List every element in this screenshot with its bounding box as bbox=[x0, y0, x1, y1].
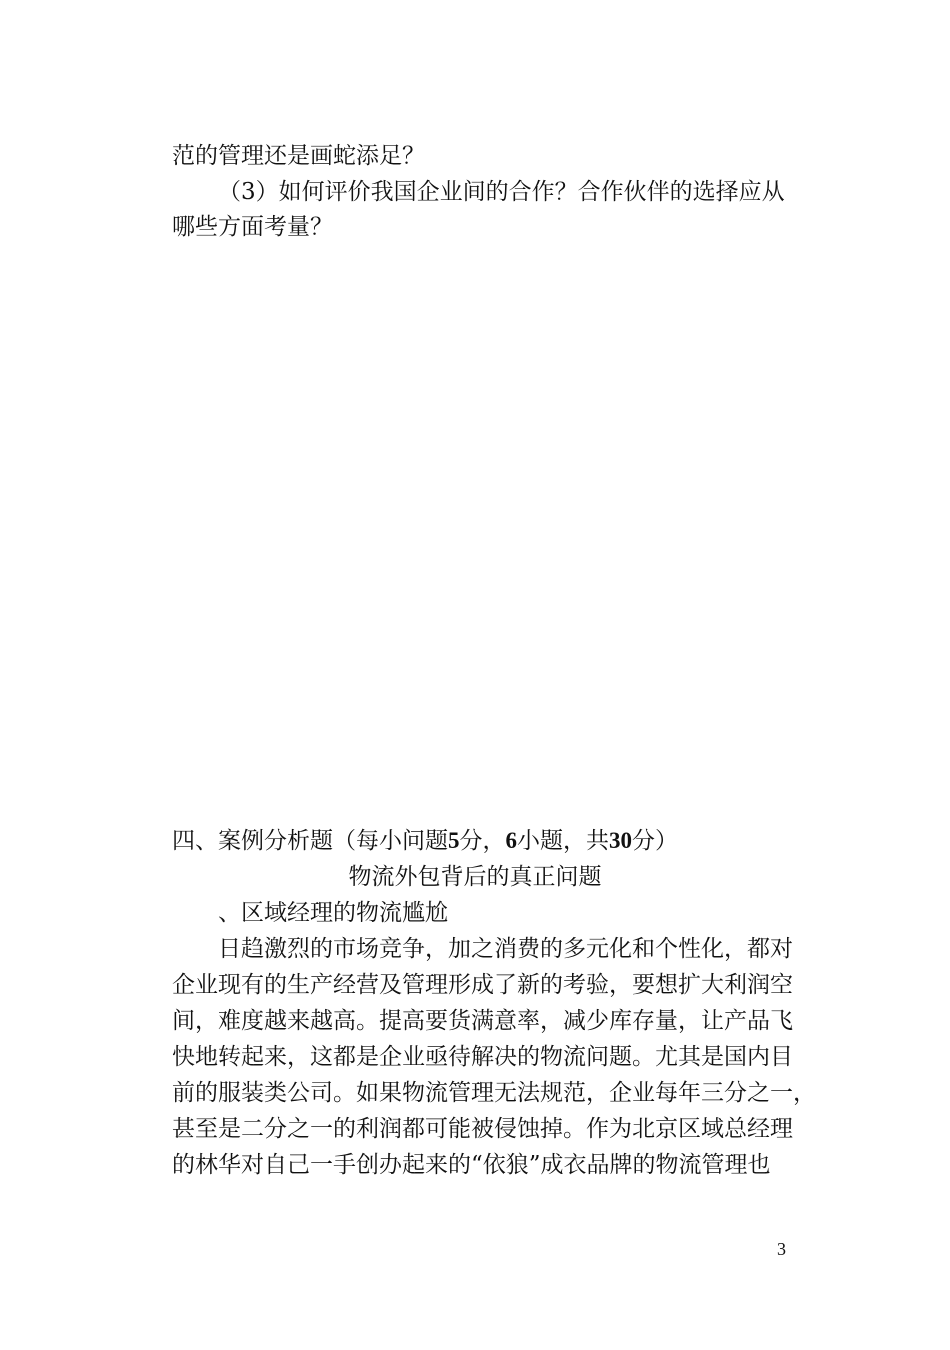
case-title: 物流外包背后的真正问题 bbox=[348, 864, 602, 890]
page-number: 3 bbox=[777, 1239, 786, 1259]
paragraph-line: 日趋激烈的市场竞争，加之消费的多元化和个性化，都对 bbox=[218, 936, 793, 962]
section-4-heading-part: 四、案例分析题（每小问题 bbox=[172, 828, 448, 854]
paragraph-line: 间，难度越来越高。提高要货满意率，减少库存量，让产品飞 bbox=[172, 1008, 793, 1034]
section-4-heading-part: 分） bbox=[632, 828, 678, 854]
paragraph-line: 企业现有的生产经营及管理形成了新的考验，要想扩大利润空 bbox=[172, 972, 793, 998]
paragraph-line: 前的服装类公司。如果物流管理无法规范，企业每年三分之一， bbox=[172, 1080, 816, 1106]
total-points: 30 bbox=[609, 828, 632, 853]
question-3-line-2: 哪些方面考量？ bbox=[172, 214, 333, 240]
section-4-heading-part: 小题，共 bbox=[517, 828, 609, 854]
paragraph-line: 快地转起来，这都是企业亟待解决的物流问题。尤其是国内目 bbox=[172, 1044, 793, 1070]
paragraph-line: 甚至是二分之一的利润都可能被侵蚀掉。作为北京区域总经理 bbox=[172, 1116, 793, 1142]
section-4-heading-part: 分， bbox=[459, 828, 506, 854]
text-line-continued: 范的管理还是画蛇添足？ bbox=[172, 143, 425, 169]
paragraph-line: 的林华对自己一手创办起来的“依狼”成衣品牌的物流管理也 bbox=[172, 1152, 771, 1178]
case-subheading: 、区域经理的物流尴尬 bbox=[218, 900, 448, 926]
question-count: 6 bbox=[505, 828, 517, 853]
points-per-question: 5 bbox=[448, 828, 460, 853]
question-3-line-1: （3）如何评价我国企业间的合作？合作伙伴的选择应从 bbox=[218, 179, 785, 205]
section-4-heading bbox=[172, 824, 792, 858]
